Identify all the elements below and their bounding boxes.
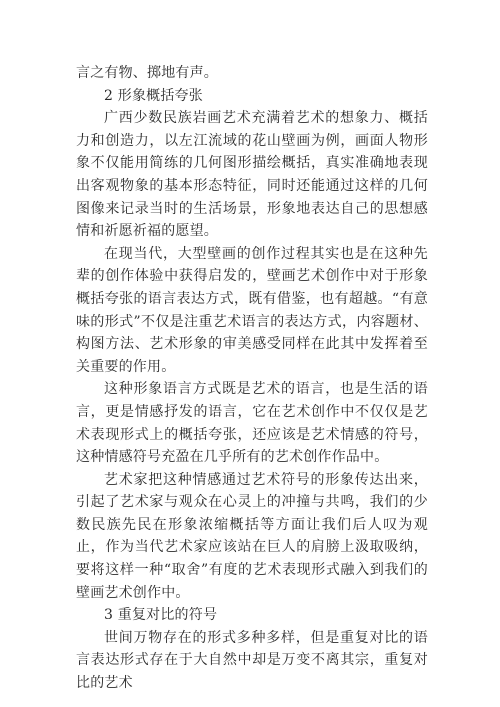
paragraph-image-language: 这种形象语言方式既是艺术的语言，也是生活的语言，更是情感抒发的语言，它在艺术创作中不仅仅是艺术表现形式上的概括夸张，还应该是艺术情感的符号，这种情感符号充盈在几乎所有的艺术创作作品中。 (76, 381, 428, 466)
paragraph-continuation: 言之有物、掷地有声。 (76, 65, 218, 81)
section-heading-2: 2 形象概括夸张 (104, 87, 203, 104)
paragraph-artist-emotion: 艺术家把这种情感通过艺术符号的形象传达出来，引起了艺术家与观众在心灵上的冲撞与共鸣，我们的少数民族先民在形象浓缩概括等方面让我们后人叹为观止，作为当代艺术家应该站在巨人的肩膀上汲取吸纳，要将这样一种“取舍”有度的艺术表现形式融入到我们的壁画艺术创作中。 (76, 471, 428, 601)
document-page (76, 62, 428, 695)
paragraph-modern-murals: 在现当代，大型壁画的创作过程其实也是在这种先辈的创作体验中获得启发的，壁画艺术创作中对于形象概括夸张的语言表达方式，既有借鉴，也有超越。“有意味的形式”不仅是注重艺术语言的表达方式，内容题材、构图方法、艺术形象的审美感受同样在此其中发挥着至关重要的作用。 (76, 245, 428, 375)
paragraph-huashan-murals: 广西少数民族岩画艺术充满着艺术的想象力、概括力和创造力，以左江流域的花山壁画为例，画面人物形象不仅能用简练的几何图形描绘概括，真实准确地表现出客观物象的基本形态特征，同时还能通过这样的几何图像来记录当时的生活场景，形象地表达自己的思想感情和祈愿祈福的愿望。 (76, 110, 428, 240)
section-heading-3: 3 重复对比的符号 (104, 607, 218, 624)
paragraph-repetition-contrast: 世间万物存在的形式多种多样，但是重复对比的语言表达形式存在于大自然中却是万变不离其宗，重复对比的艺术 (76, 629, 428, 692)
